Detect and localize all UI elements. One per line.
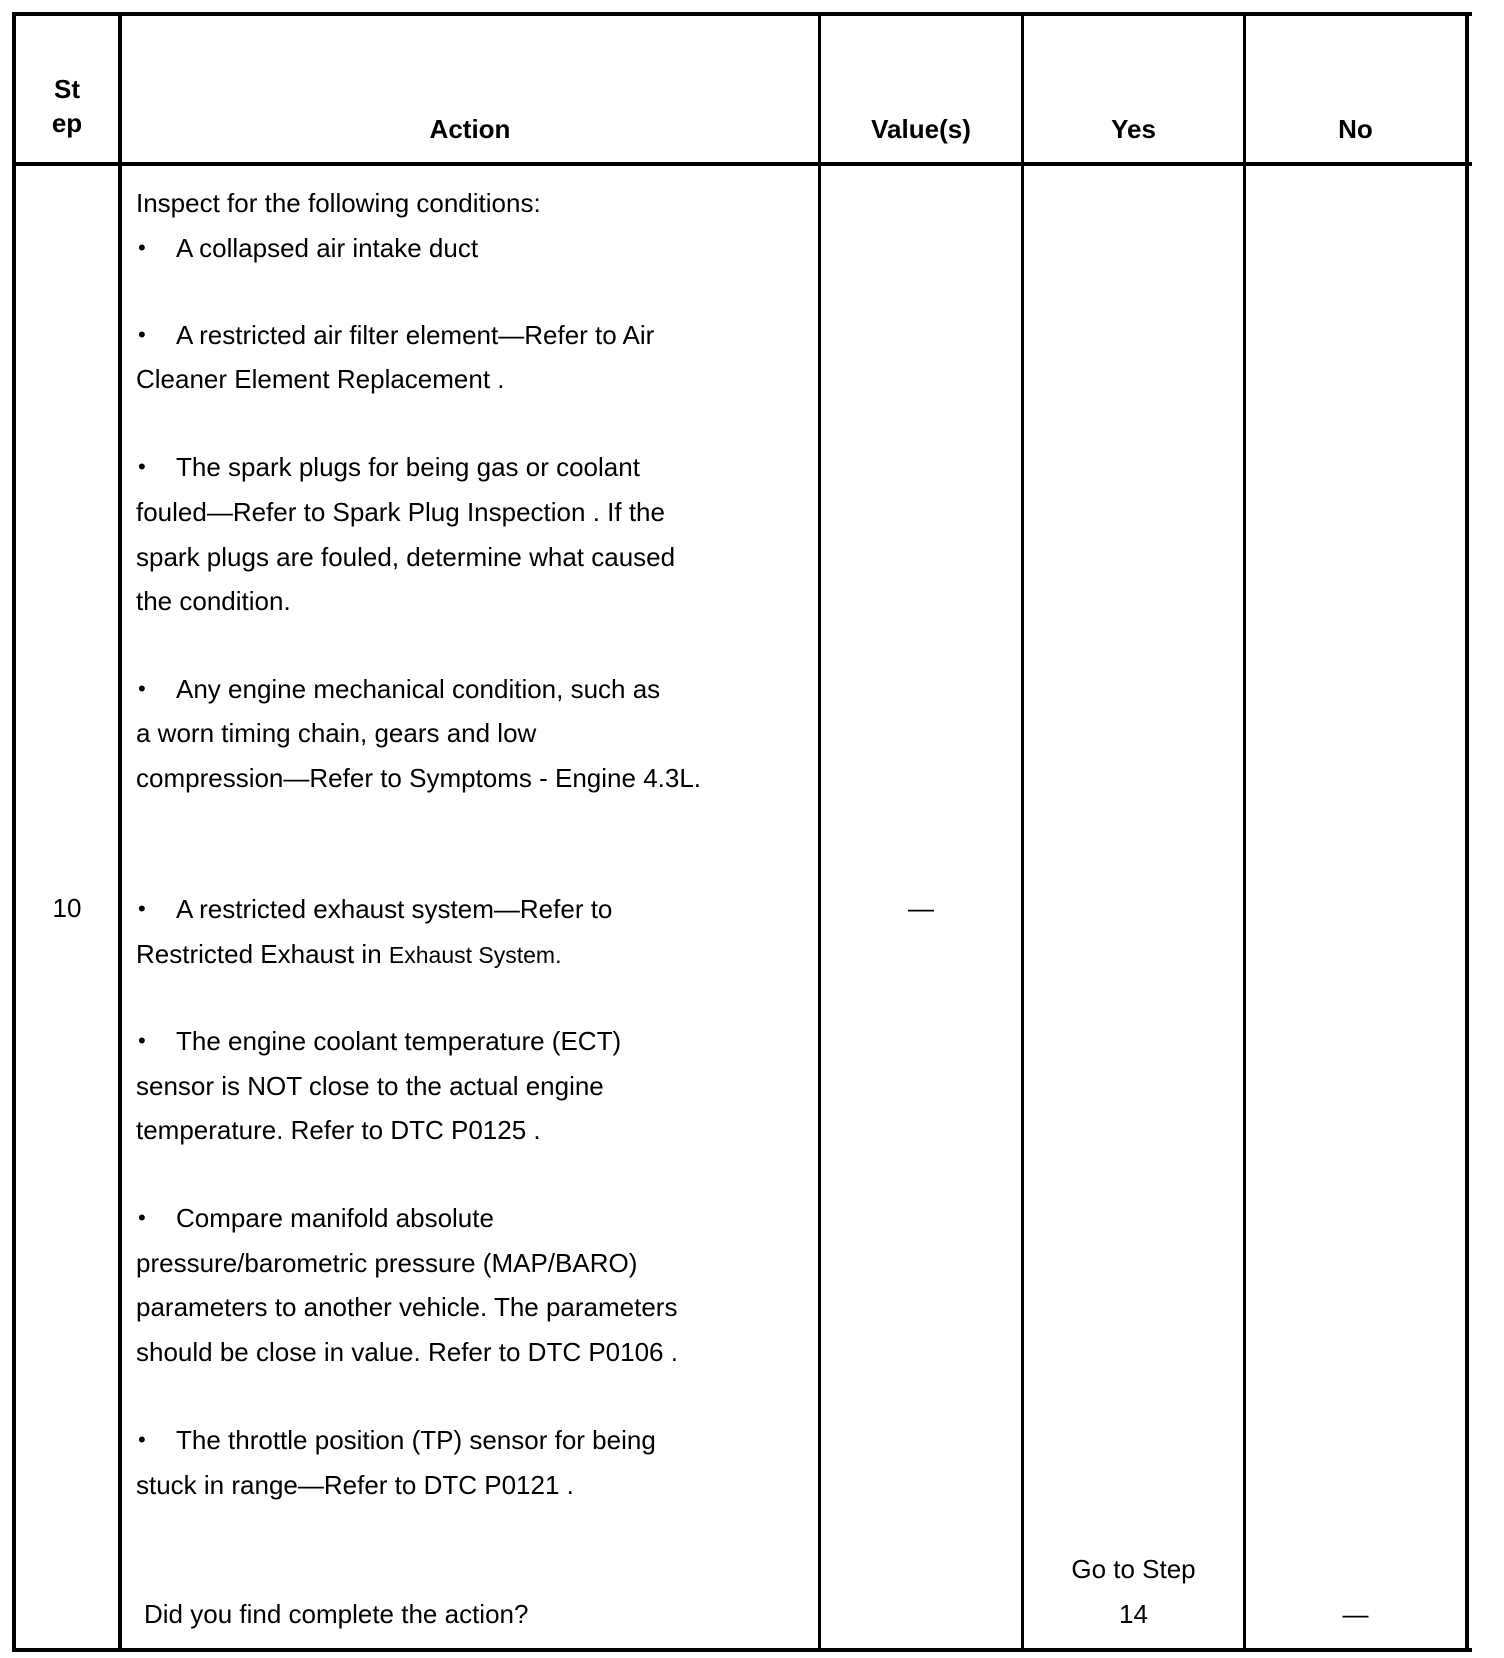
table-top-border xyxy=(12,12,1472,16)
list-item-line: stuck in range—Refer to DTC P0121 . xyxy=(136,1470,574,1500)
yes-goto-line2: 14 xyxy=(1119,1599,1148,1629)
bullet-icon: • xyxy=(138,322,146,347)
list-item-line-part: Restricted Exhaust in xyxy=(136,939,389,969)
list-item-line: The engine coolant temperature (ECT) xyxy=(176,1026,622,1056)
list-item-line: Compare manifold absolute xyxy=(176,1203,494,1233)
no-cell: — xyxy=(1342,1599,1369,1629)
list-item-line: A restricted air filter element—Refer to Air xyxy=(176,320,655,350)
list-item-line: fouled—Refer to Spark Plug Inspection . If the xyxy=(136,497,665,527)
yes-goto-line1: Go to Step xyxy=(1071,1554,1196,1584)
column-divider-step-action xyxy=(118,12,122,1652)
list-item-line-small: Exhaust System. xyxy=(388,942,562,968)
bullet-icon: • xyxy=(138,235,146,260)
bullet-icon: • xyxy=(138,1427,146,1452)
column-divider-values-yes xyxy=(1021,12,1024,1652)
list-item-line: A restricted exhaust system—Refer to xyxy=(176,894,613,924)
list-item-line: the condition. xyxy=(136,586,291,616)
list-item-line: Any engine mechanical condition, such as xyxy=(176,674,661,704)
list-item-line: parameters to another vehicle. The parameters xyxy=(136,1292,678,1322)
bullet-icon: • xyxy=(138,1028,146,1053)
list-item-line: compression—Refer to Symptoms - Engine 4.3L. xyxy=(136,763,702,793)
table-left-border xyxy=(12,12,16,1652)
header-step xyxy=(16,72,118,140)
header-step-line2: ep xyxy=(51,108,83,138)
header-action: Action xyxy=(429,114,511,144)
list-item-line: pressure/barometric pressure (MAP/BARO) xyxy=(136,1248,638,1278)
bullet-icon: • xyxy=(138,454,146,479)
list-item-line: sensor is NOT close to the actual engine xyxy=(136,1071,604,1101)
header-values: Value(s) xyxy=(871,114,971,144)
column-divider-action-values xyxy=(818,12,821,1652)
step-number: 10 xyxy=(52,893,82,923)
list-item-line: should be close in value. Refer to DTC P0106 . xyxy=(136,1337,678,1367)
value-cell: — xyxy=(908,893,934,923)
action-intro: Inspect for the following conditions: xyxy=(136,188,541,218)
header-no: No xyxy=(1338,114,1373,144)
list-item-line: temperature. Refer to DTC P0125 . xyxy=(136,1115,541,1145)
column-divider-yes-no xyxy=(1243,12,1246,1652)
list-item-line: Cleaner Element Replacement . xyxy=(136,364,505,394)
table-bottom-border xyxy=(12,1648,1472,1652)
list-item-line: The throttle position (TP) sensor for being xyxy=(176,1425,656,1455)
header-step-line1: St xyxy=(54,74,80,104)
list-item-line: a worn timing chain, gears and low xyxy=(136,718,537,748)
list-item-line: The spark plugs for being gas or coolant xyxy=(176,452,640,482)
table-right-border xyxy=(1465,12,1469,1652)
action-question: Did you find complete the action? xyxy=(144,1599,529,1629)
bullet-icon: • xyxy=(138,676,146,701)
bullet-icon: • xyxy=(138,896,146,921)
list-item-line: spark plugs are fouled, determine what caused xyxy=(136,542,676,572)
bullet-icon: • xyxy=(138,1205,146,1230)
list-item-line: A collapsed air intake duct xyxy=(176,233,479,263)
header-yes: Yes xyxy=(1111,114,1156,144)
header-bottom-border xyxy=(12,162,1472,166)
list-item-line xyxy=(136,932,561,977)
